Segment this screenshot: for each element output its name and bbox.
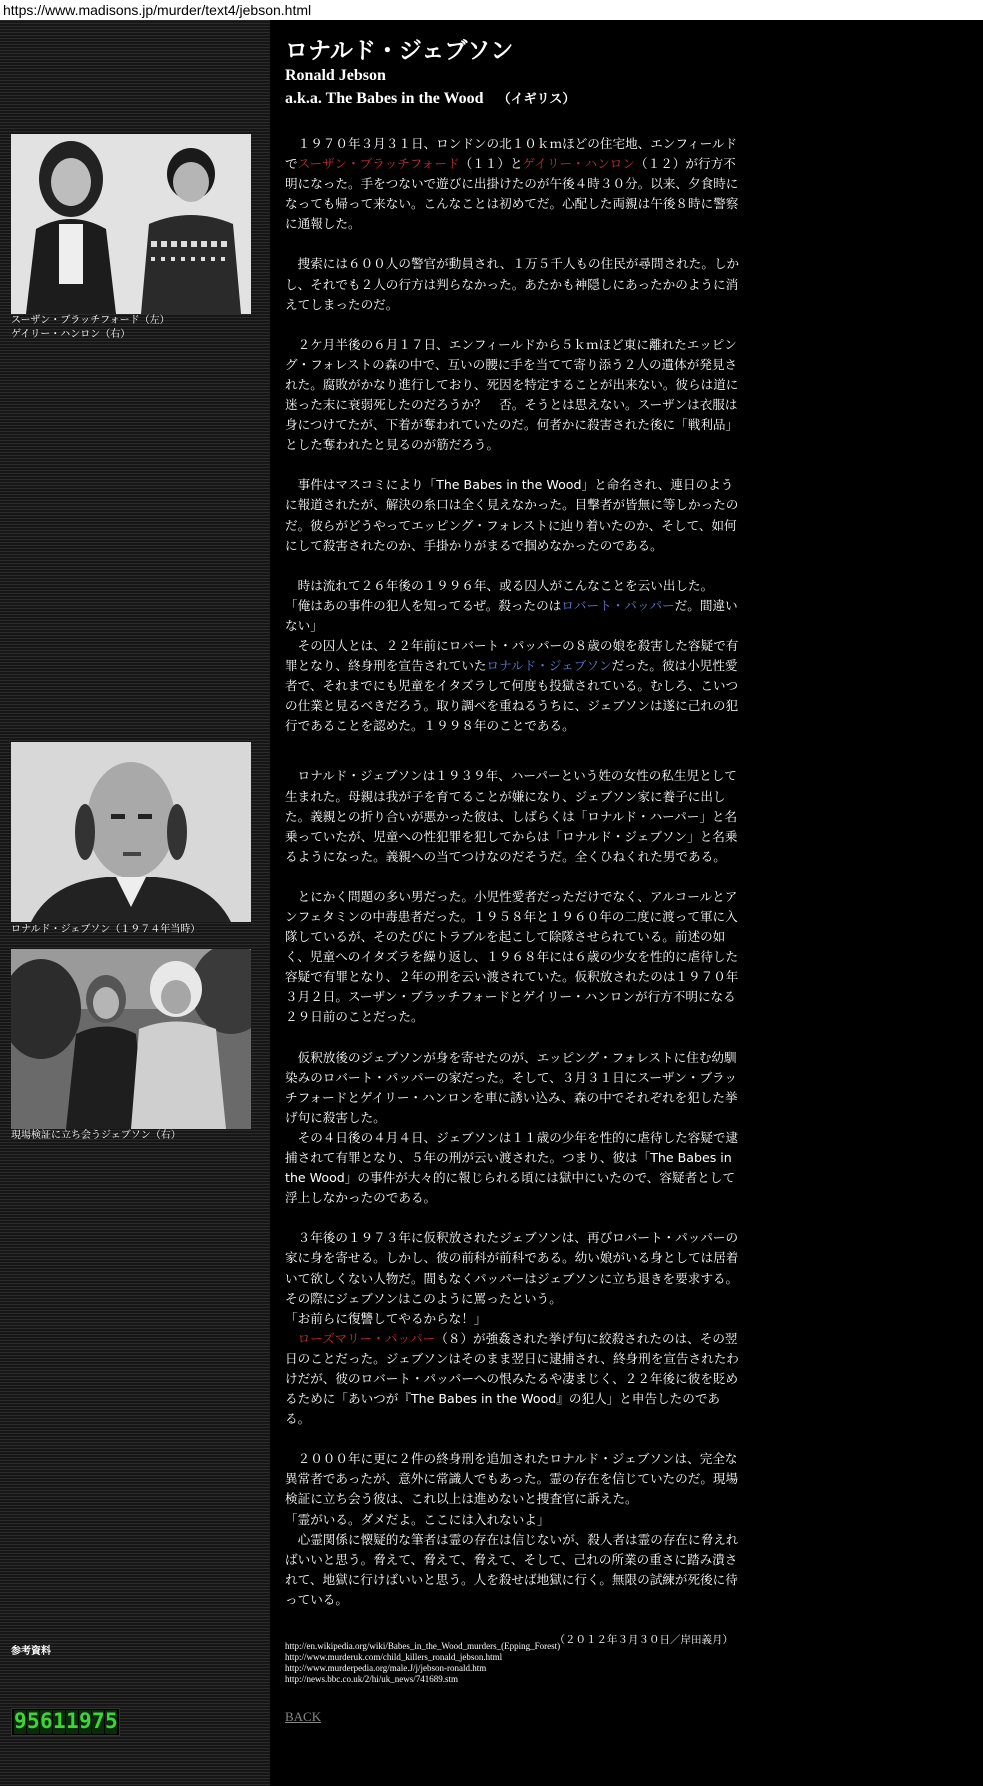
- paragraph-1: [285, 134, 745, 234]
- text: だった。彼は小児性愛者で、それまでにも児童をイタズラして何度も投獄されている。むしろ、こいつの仕業と見るべきだろう。取り調べを重ねるうちに、ジェブソンは遂に己れの犯行であることを認めた。１９９８年のことである。: [285, 658, 739, 734]
- paragraph-10: [285, 1228, 745, 1429]
- caption-children: スーザン・ブラッチフォード（左） ゲイリー・ハンロン（右）: [11, 315, 170, 340]
- paragraph-4: 事件はマスコミにより「The Babes in the Wood」と命名され、連日のように報道されたが、解決の糸口は全く見えなかった。目撃者が皆無に等しかったのだ。彼らがどうやってエッピング・フォレストに辿り着いたのか、そして、如何にして殺害されたのか、手掛かりがまるで掴めなかったのである。: [285, 477, 739, 553]
- paragraph-3: ２ケ月半後の６月１７日、エンフィールドから５ｋｍほど東に離れたエッピング・フォレストの森の中で、互いの腰に手を当てて寄り添う２人の遺体が発見された。腐敗がかなり進行しており、死因を特定することが出来ない。彼らは道に迷った末に衰弱死したのだろうか？ 否。そうとは思えない。スーザンは衣服は身につけてたが、下着が奪われていたのだ。何者かに殺害された後に「戦利品」とした奪われたと見るのが筋だろう。: [285, 336, 739, 453]
- alias-line: [285, 88, 575, 108]
- visitor-counter: [11, 1708, 120, 1736]
- paragraph-8: 仮釈放後のジェブソンが身を寄せたのが、エッピング・フォレストに住む幼馴染みのロバート・パッパーの家だった。そして、３月３１日にスーザン・ブラッチフォードとゲイリー・ハンロンを車に誘い込み、森の中でそれぞれを犯した挙げ句に殺害した。: [285, 1049, 738, 1125]
- page-title: ロナルド・ジェブソン: [285, 38, 514, 64]
- paragraph-7: とにかく問題の多い男だった。小児性愛者だっただけでなく、アルコールとアンフェタミンの中毒患者だった。１９５８年と１９６０年の二度に渡って軍に入隊しているが、そのたびにトラブルを起こして除隊させられている。前述の如く、児童へのイタズラを繰り返し、１９６８年には６歳の少女を性的に虐待した容疑で有罪となり、２年の刑を云い渡されていた。仮釈放されたのは１９７０年３月２日。スーザン・ブラッチフォードとゲイリー・ハンロンが行方不明になる２９日前のことだった。: [285, 888, 739, 1025]
- text: ３年後の１９７３年に仮釈放されたジェブソンは、再びロバート・パッパーの家に身を寄せる。しかし、彼の前科が前科である。幼い娘がいる身としては居着いて欲しくない人物だ。間もなくパッパーはジェブソンに立ち退きを要求する。その際にジェブソンはこのように罵ったという。: [285, 1230, 739, 1306]
- reference-link[interactable]: http://www.murderpedia.org/male.J/j/jebson-ronald.htm: [285, 1663, 487, 1673]
- paragraph-2: 捜索には６００人の警官が動員され、１万５千人もの住民が尋問された。しかし、それでも２人の行方は判らなかった。あたかも神隠しにあったかのように消えてしまったのだ。: [285, 256, 740, 312]
- text: 心霊関係に懐疑的な筆者は霊の存在は信じないが、殺人者は霊の存在に脅えればいいと思う。脅えて、脅えて、脅えて、そして、己れの所業の重さに踏み潰されて、地獄に行けばいいと思う。人を殺せば地獄に行く。無限の試練が死後に待っている。: [285, 1531, 739, 1607]
- article-body: [285, 134, 745, 1670]
- photo-children: [11, 134, 251, 314]
- alias-text: a.k.a. The Babes in the Wood: [285, 90, 484, 107]
- counter-digit: 1: [53, 1709, 66, 1733]
- text: [285, 1331, 298, 1346]
- paragraph-9: その４日後の４月４日、ジェブソンは１１歳の少年を性的に虐待した容疑で逮捕されて有罪となり、５年の刑が云い渡された。つまり、彼は「The Babes in the Wood」の事件が大々的に報じられる頃には獄中にいたので、容疑者として浮上しなかったのである。: [285, 1129, 739, 1206]
- references-label: 参考資料: [11, 1646, 51, 1657]
- text: （１１）と: [459, 156, 523, 172]
- reference-link[interactable]: http://www.murderuk.com/child_killers_ronald_jebson.html: [285, 1652, 503, 1662]
- link-ronald-jebson[interactable]: ロナルド・ジェブソン: [486, 658, 612, 674]
- text: １９７０年３月３１日、ロンドンの北１０ｋｍほどの住宅地、エンフィールドで: [285, 136, 738, 172]
- text: 「お前らに復讐してやるからな！」: [285, 1310, 487, 1326]
- paragraph-6: ロナルド・ジェブソンは１９３９年、ハーパーという姓の女性の私生児として生まれた。母親は我が子を育てることが嫌になり、ジェブソン家に養子に出した。義親との折り合いが悪かった彼は、しばらくは「ロナルド・ハーパー」と名乗っていたが、児童への性犯罪を犯してからは「ロナルド・ジェブソン」と名乗るようになった。義親への当てつけなのだそうだ。全くひねくれた男である。: [285, 768, 738, 864]
- name-english: Ronald Jebson: [285, 67, 386, 84]
- photo-site-inspection: [11, 949, 251, 1129]
- text: （８）が強姦された挙げ句に絞殺されたのは、その翌日のことだった。ジェブソンはそのまま翌日に逮捕され、終身刑を宣告されたわけだが、彼のロバート・パッパーへの恨みたるや凄まじく、２２年後に彼を貶めるために「あいつが『The Babes in the Wood』の犯人」と申告したのである。: [285, 1330, 739, 1427]
- paragraph-11: [285, 1449, 745, 1610]
- text: その囚人とは、２２年前にロバート・パッパーの８歳の娘を殺害した容疑で有罪となり、終身刑を宣告されていた: [285, 637, 739, 674]
- text: だ。間違いない」: [285, 597, 738, 633]
- back-link[interactable]: BACK: [285, 1709, 322, 1724]
- text: 時は流れて２６年後の１９９６年、或る囚人がこんなことを云い出した。: [285, 577, 714, 593]
- text: ２０００年に更に２件の終身刑を追加されたロナルド・ジェブソンは、完全な異常者であったが、意外に常識人でもあった。霊の存在を信じていたのだ。現場検証に立ち会う彼は、これ以上は進めないと捜査官に訴えた。: [285, 1451, 739, 1507]
- paragraph-5: [285, 576, 745, 737]
- address-bar[interactable]: https://www.madisons.jp/murder/text4/jebson.html: [0, 0, 983, 20]
- references-list: [285, 1641, 560, 1685]
- counter-digit: 6: [40, 1709, 53, 1733]
- counter-digit: 9: [14, 1709, 27, 1733]
- victim-name-rosemary[interactable]: ローズマリー・パッパー: [297, 1330, 436, 1346]
- reference-link[interactable]: http://en.wikipedia.org/wiki/Babes_in_the_Wood_murders_(Epping_Forest): [285, 1641, 561, 1651]
- country-label: （イギリス）: [497, 92, 576, 107]
- counter-digit: 9: [79, 1709, 92, 1733]
- counter-digit: 7: [92, 1709, 105, 1733]
- victim-name-susan[interactable]: スーザン・ブラッチフォード: [297, 156, 460, 172]
- caption-jebson-portrait: ロナルド・ジェブソン（１９７４年当時）: [11, 924, 201, 935]
- victim-name-gary[interactable]: ゲイリー・ハンロン: [522, 156, 635, 172]
- text: （１２）が行方不明になった。手をつないで遊びに出掛けたのが午後４時３０分。以来、夕食時になっても帰って来ない。こんなことは初めてだ。心配した両親は午後８時に警察に通報した。: [285, 156, 739, 232]
- text: 「霊がいる。ダメだよ。ここには入れないよ」: [285, 1511, 550, 1527]
- caption-site-inspection: 現場検証に立ち会うジェブソン（右）: [11, 1130, 181, 1141]
- reference-link[interactable]: http://news.bbc.co.uk/2/hi/uk_news/741689.stm: [285, 1674, 458, 1684]
- article-date: （２０１２年３月３０日／岸田義月）: [554, 1634, 733, 1646]
- counter-digit: 1: [66, 1709, 79, 1733]
- counter-digit: 5: [27, 1709, 40, 1733]
- link-robert-papper[interactable]: ロバート・パッパー: [561, 597, 675, 613]
- counter-digit: 5: [105, 1709, 118, 1733]
- text: 「俺はあの事件の犯人を知ってるぜ。殺ったのは: [285, 597, 562, 613]
- photo-jebson-portrait: [11, 742, 251, 922]
